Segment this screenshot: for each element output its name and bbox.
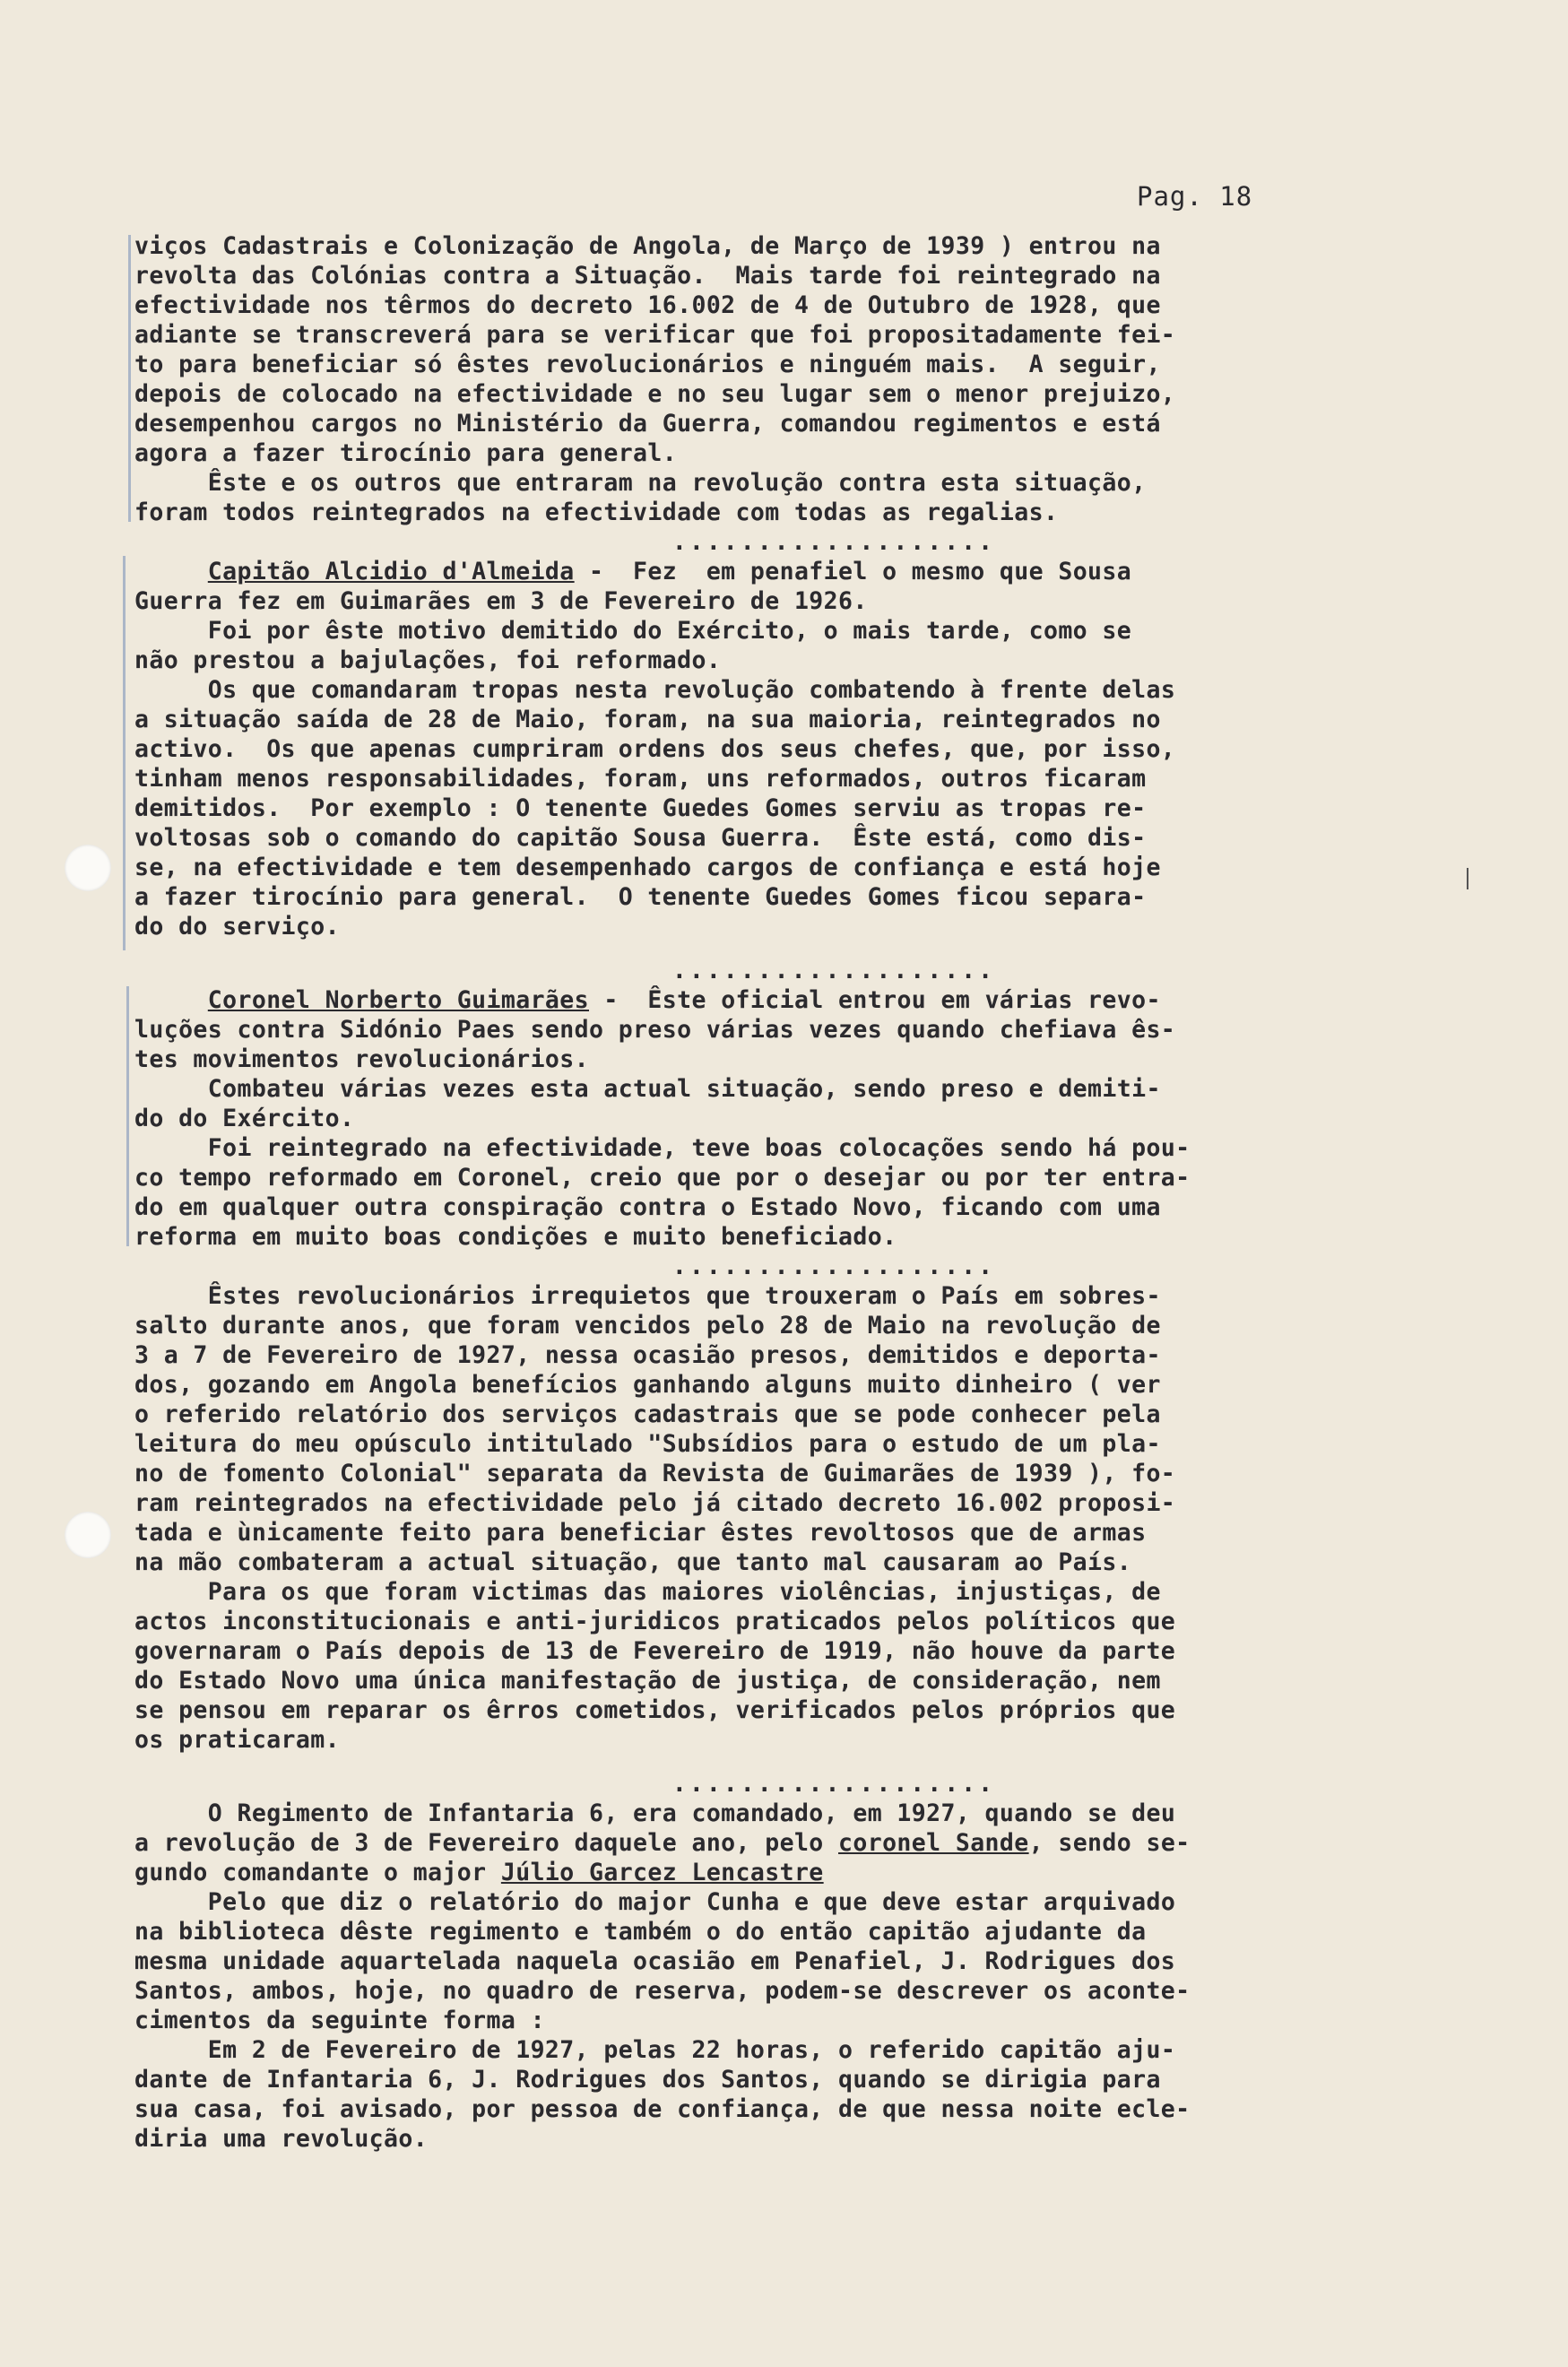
text-line: to para beneficiar só êstes revolucionários e ninguém mais. A seguir, — [134, 351, 1161, 378]
text-line: no de fomento Colonial" separata da Revista de Guimarães de 1939 ), fo- — [134, 1460, 1176, 1487]
text-line: dos, gozando em Angola benefícios ganhando alguns muito dinheiro ( ver — [134, 1371, 1161, 1399]
punch-hole — [65, 845, 111, 891]
text-line: diria uma revolução. — [134, 2125, 429, 2153]
text-line: se, na efectividade e tem desempenhado cargos de confiança e está hoje — [134, 854, 1161, 881]
text-line: Para os que foram victimas das maiores violências, injustiças, de — [134, 1578, 1161, 1606]
text-line: Pelo que diz o relatório do major Cunha e que deve estar arquivado — [134, 1888, 1176, 1916]
text-line: efectividade nos têrmos do decreto 16.002 de 4 de Outubro de 1928, que — [134, 291, 1161, 319]
underlined-name: Júlio Garcez Lencastre — [500, 1859, 824, 1886]
text-line — [134, 1858, 1425, 1887]
text-line: desempenhou cargos no Ministério da Guerra, comandou regimentos e está — [134, 410, 1161, 438]
text-line: do em qualquer outra conspiração contra o Estado Novo, ficando com uma — [134, 1193, 1161, 1221]
text-line: Êste e os outros que entraram na revolução contra esta situação, — [134, 469, 1147, 497]
text-line: não prestou a bajulações, foi reformado. — [134, 646, 722, 674]
pencil-margin-mark — [128, 235, 131, 522]
text-line: adiante se transcreverá para se verificar que foi propositadamente fei- — [134, 321, 1176, 349]
text-line: tada e ùnicamente feito para beneficiar êstes revoltosos que de armas — [134, 1519, 1147, 1547]
text-line: luções contra Sidónio Paes sendo preso várias vezes quando chefiava ês- — [134, 1016, 1176, 1044]
text-line — [134, 985, 1425, 1015]
text-line: na biblioteca dêste regimento e também o do então capitão ajudante da — [134, 1918, 1147, 1946]
text-line: mesma unidade aquartelada naquela ocasião em Penafiel, J. Rodrigues dos — [134, 1947, 1176, 1975]
text-line: tinham menos responsabilidades, foram, uns reformados, outros ficaram — [134, 765, 1147, 793]
text-line: Guerra fez em Guimarães em 3 de Fevereiro de 1926. — [134, 587, 868, 615]
text-line: revolta das Colónias contra a Situação. Mais tarde foi reintegrado na — [134, 262, 1161, 290]
text-line: salto durante anos, que foram vencidos pelo 28 de Maio na revolução de — [134, 1312, 1161, 1340]
margin-tick-mark — [1467, 868, 1468, 889]
text-line: do Estado Novo uma única manifestação de justiça, de consideração, nem — [134, 1667, 1161, 1695]
typed-text — [134, 231, 1425, 2154]
text-line: sua casa, foi avisado, por pessoa de confiança, de que nessa noite ecle- — [134, 2095, 1191, 2123]
text-line: 3 a 7 de Fevereiro de 1927, nessa ocasião presos, demitidos e deporta- — [134, 1341, 1161, 1369]
text-line: demitidos. Por exemplo : O tenente Guedes Gomes serviu as tropas re- — [134, 794, 1147, 822]
text-line: cimentos da seguinte forma : — [134, 2007, 545, 2034]
separator: ................... — [671, 1770, 996, 1798]
text-line: do do Exército. — [134, 1105, 355, 1132]
text-line: depois de colocado na efectividade e no seu lugar sem o menor prejuizo, — [134, 380, 1176, 408]
text-line: voltosas sob o comando do capitão Sousa Guerra. Êste está, como dis- — [134, 824, 1147, 852]
text-line: do do serviço. — [134, 913, 340, 941]
text-line: o referido relatório dos serviços cadastrais que se pode conhecer pela — [134, 1400, 1161, 1428]
text-line: governaram o País depois de 13 de Fevereiro de 1919, não houve da parte — [134, 1637, 1176, 1665]
text-line: agora a fazer tirocínio para general. — [134, 439, 678, 467]
text-fragment: - Êste oficial entrou em várias revo- — [589, 986, 1161, 1014]
text-fragment: a revolução de 3 de Fevereiro daquele ano, pelo — [134, 1829, 839, 1857]
text-line: leitura do meu opúsculo intitulado "Subsídios para o estudo de um pla- — [134, 1430, 1161, 1458]
section-heading: Coronel Norberto Guimarães — [207, 986, 589, 1014]
text-line: actos inconstitucionais e anti-juridicos praticados pelos políticos que — [134, 1608, 1176, 1635]
text-line: se pensou em reparar os êrros cometidos, verificados pelos próprios que — [134, 1696, 1176, 1724]
text-fragment: , sendo se- — [1028, 1829, 1191, 1857]
separator: ................... — [671, 528, 996, 556]
text-line: foram todos reintegrados na efectividade com todas as regalias. — [134, 499, 1059, 526]
text-fragment: gundo comandante o major — [134, 1859, 501, 1886]
text-line: na mão combateram a actual situação, que tanto mal causaram ao País. — [134, 1548, 1132, 1576]
text-line: dante de Infantaria 6, J. Rodrigues dos Santos, quando se dirigia para — [134, 2066, 1161, 2094]
text-line: Êstes revolucionários irrequietos que trouxeram o País em sobres- — [134, 1282, 1161, 1310]
text-line: viços Cadastrais e Colonização de Angola, de Março de 1939 ) entrou na — [134, 232, 1161, 260]
underlined-name: coronel Sande — [838, 1829, 1029, 1857]
text-line: Santos, ambos, hoje, no quadro de reserva, podem-se descrever os aconte- — [134, 1977, 1191, 2005]
text-line: Combateu várias vezes esta actual situação, sendo preso e demiti- — [134, 1075, 1161, 1103]
text-line: tes movimentos revolucionários. — [134, 1045, 589, 1073]
text-line: Foi por êste motivo demitido do Exército, o mais tarde, como se — [134, 617, 1132, 645]
section-heading: Capitão Alcidio d'Almeida — [207, 558, 575, 585]
separator: ................... — [671, 957, 996, 984]
pencil-margin-mark — [126, 986, 129, 1246]
page-number: Pag. 18 — [1137, 181, 1253, 212]
text-line: O Regimento de Infantaria 6, era comandado, em 1927, quando se deu — [134, 1799, 1176, 1827]
text-line: co tempo reformado em Coronel, creio que por o desejar ou por ter entra- — [134, 1164, 1191, 1192]
text-line: os praticaram. — [134, 1726, 340, 1754]
text-line: Foi reintegrado na efectividade, teve boas colocações sendo há pou- — [134, 1134, 1191, 1162]
text-line: reforma em muito boas condições e muito beneficiado. — [134, 1223, 897, 1251]
text-line: ram reintegrados na efectividade pelo já citado decreto 16.002 proposi- — [134, 1489, 1176, 1517]
text-line: a situação saída de 28 de Maio, foram, na sua maioria, reintegrados no — [134, 706, 1161, 733]
punch-hole — [65, 1512, 111, 1558]
separator: ................... — [671, 1253, 996, 1280]
pencil-margin-mark — [123, 556, 126, 950]
text-line: Os que comandaram tropas nesta revolução combatendo à frente delas — [134, 676, 1176, 704]
text-line: a fazer tirocínio para general. O tenente Guedes Gomes ficou separa- — [134, 883, 1147, 911]
text-line: Em 2 de Fevereiro de 1927, pelas 22 horas, o referido capitão aju- — [134, 2036, 1176, 2064]
text-line — [134, 1828, 1425, 1858]
text-line: activo. Os que apenas cumpriram ordens dos seus chefes, que, por isso, — [134, 735, 1176, 763]
text-fragment: - Fez em penafiel o mesmo que Sousa — [574, 558, 1132, 585]
text-line — [134, 557, 1425, 586]
